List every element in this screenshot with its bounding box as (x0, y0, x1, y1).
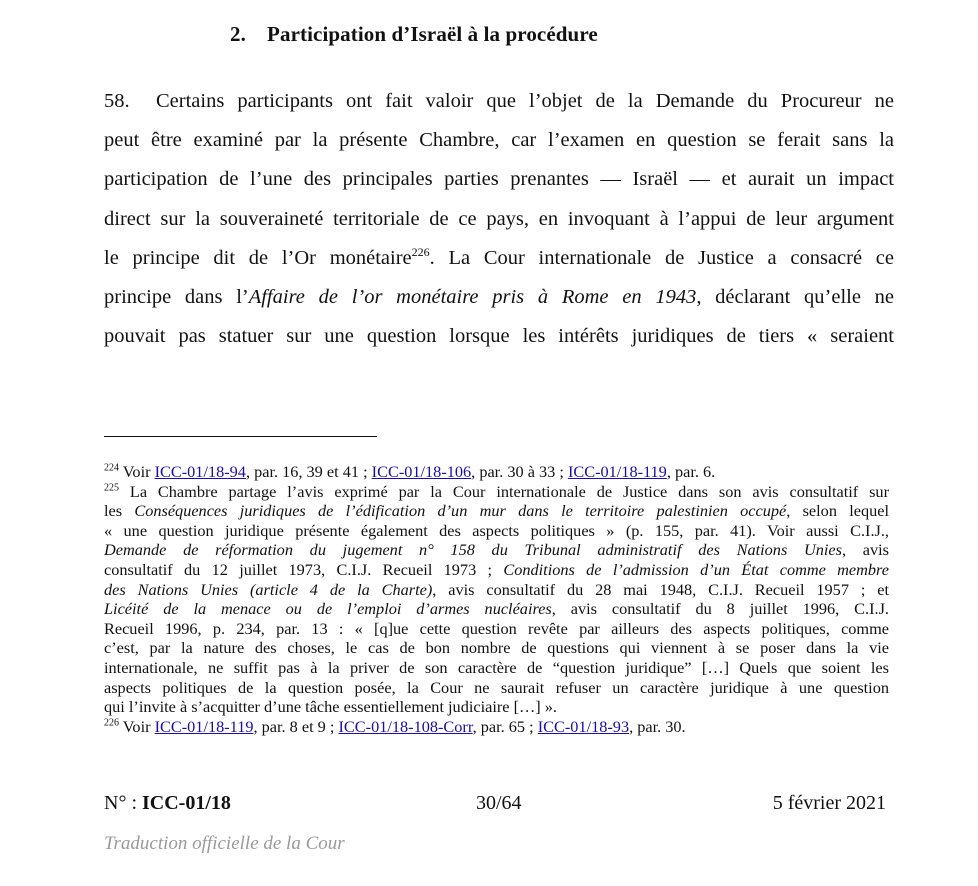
doc-link[interactable]: ICC-01/18-106 (371, 462, 472, 481)
footnote-224: $^{224}$ Voir ICC-01/18-94, par. 16, 39 et 41 ; ICC-01/18-106, par. 30 à 33 ; ICC-01/18-119, par. 6. (104, 462, 716, 481)
doc-link[interactable]: ICC-01/18-94 (154, 462, 246, 481)
paragraph-line: le principe dit de l’Or monétaire$^{226}$. La Cour internationale de Justice a consacré ce (104, 244, 894, 269)
doc-link[interactable]: ICC-01/18-93 (537, 716, 630, 736)
page-footer (104, 792, 886, 815)
document-date: 5 février 2021 (772, 792, 886, 814)
translation-note: Traduction officielle de la Cour (104, 833, 345, 854)
footnotes (104, 462, 889, 736)
footnote-ref-226[interactable]: 226 (411, 244, 430, 259)
paragraph-number: 58. (104, 90, 130, 112)
paragraph-58 (104, 82, 894, 356)
doc-link[interactable]: ICC-01/18-119 (567, 462, 667, 481)
footnote-226: $^{226}$ Voir ICC-01/18-119, par. 8 et 9 ; ICC-01/18-108-Corr, par. 65 ; ICC-01/18-93, par. 30. (104, 716, 686, 736)
paragraph-line: participation de l’une des principales parties prenantes — Israël — et aurait un impact (104, 168, 894, 191)
case-title: Affaire de l’or monétaire pris à Rome en 1943 (248, 286, 697, 309)
doc-link[interactable]: ICC-01/18-108-Corr (338, 716, 473, 736)
section-heading: 2. Participation d’Israël à la procédure (230, 22, 598, 46)
paragraph-line: peut être examiné par la présente Chambre, car l’examen en question se ferait sans la (104, 129, 894, 152)
paragraph-line: pouvait pas statuer sur une question lorsque les intérêts juridiques de tiers « seraient (104, 325, 894, 348)
paragraph-line: principe dans l’Affaire de l’or monétaire pris à Rome en 1943, déclarant qu’elle ne (104, 286, 895, 309)
paragraph-line: 58. Certains participants ont fait valoir que l’objet de la Demande du Procureur ne (104, 82, 894, 121)
doc-link[interactable]: ICC-01/18-119 (154, 716, 254, 736)
footnote-225: $^{225}$ La Chambre partage l’avis exprimé par la Cour internationale de Justice dans son avis consultatif sur les Conséquences juridiques de l’édification d’un mur dans le territoire palestinien occupé, selon lequel « une question juridique présente également des aspects politiques » (p. 155, par. 41). Voir aussi C.I.J., Demande de réformation du jugement n° 158 du Tribunal administratif des Nations Unies, avis consultatif du 12 juillet 1973, C.I.J. Recueil 1973 ; Conditions de l’admission d’un État comme membre des Nations Unies (article 4 de la Charte), avis consultatif du 28 mai 1948, C.I.J. Recueil 1957 ; et Licéité de la menace ou de l’emploi d’armes nucléaires, avis consultatif du 8 juillet 1996, C.I.J. Recueil 1996, p. 234, par. 13 : « [q]ue cette question revête par ailleurs des aspects politiques, comme c’est, par la nature des choses, le cas de bon nombre de questions qui viennent à se poser dans la vie internationale, ne suffit pas à la priver de son caractère de “question juridique” […] Quels que soient les aspects politiques de la question posée, la Cour ne saurait refuser un caractère juridique à une question qui l’invite à s’acquitter d’une tâche essentiellement judiciaire […] ». (104, 481, 890, 717)
footnote-separator (104, 436, 377, 437)
page-number: 30/64 (476, 792, 522, 814)
paragraph-line: direct sur la souveraineté territoriale de ce pays, en invoquant à l’appui de leur argument (104, 207, 894, 230)
document-number: N° : ICC-01/18 (104, 792, 231, 814)
